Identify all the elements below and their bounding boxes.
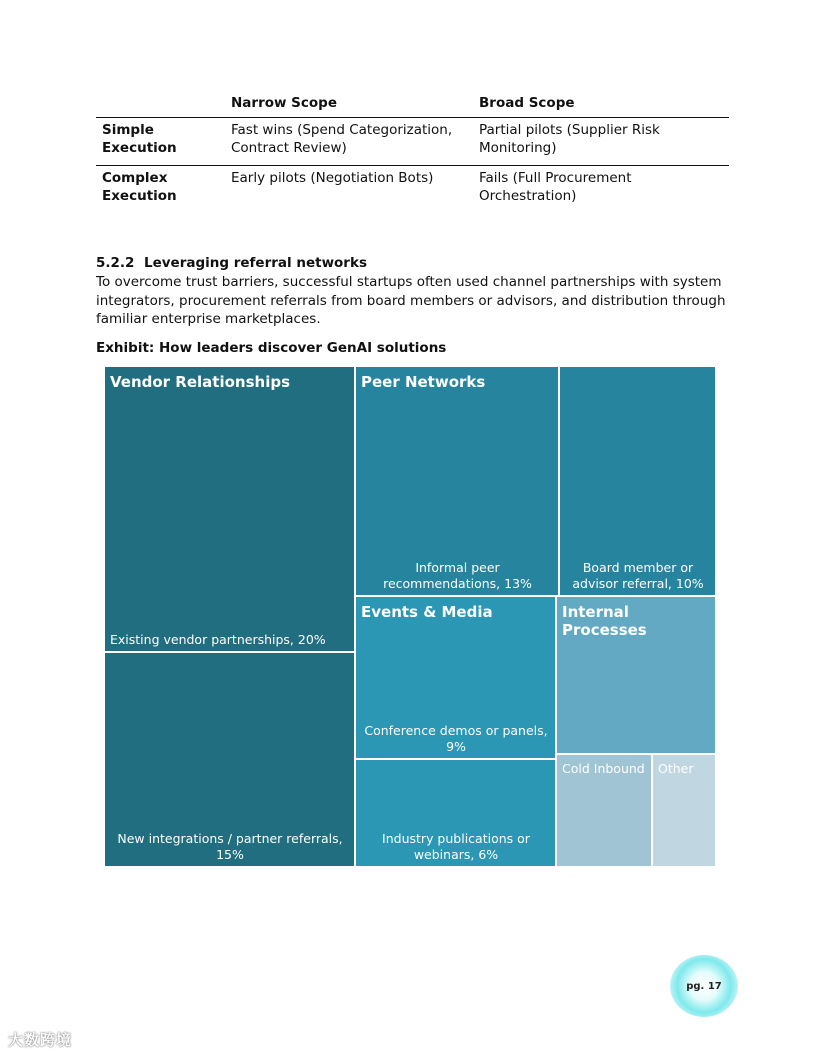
matrix-row-simple	[96, 118, 729, 166]
cell-complex-broad: Fails (Full Procurement Orchestration)	[473, 166, 729, 214]
section-body-paragraph: To overcome trust barriers, successful startups often used channel partnerships with system integrators, procurement referrals from board members or advisors, and distribution through familiar enterprise marketplaces.	[96, 274, 726, 327]
broad-scope-header: Broad Scope	[479, 95, 575, 111]
tile-other	[652, 754, 716, 867]
narrow-scope-header: Narrow Scope	[231, 95, 337, 111]
tile-new-integrations-partner-referrals	[104, 652, 355, 867]
group-label-events-media: Events & Media	[361, 603, 493, 621]
leaf-label-cold-inbound: Cold Inbound	[562, 761, 645, 776]
scope-matrix-table	[96, 94, 729, 213]
matrix-header-row	[96, 94, 729, 118]
row-label-simple-execution: Simple Execution	[96, 118, 225, 166]
leaf-label-informal-peer: Informal peer recommendations, 13%	[383, 560, 532, 591]
page-number: pg. 17	[686, 980, 722, 992]
section-heading	[96, 255, 367, 271]
leaf-label-board-member: Board member or advisor referral, 10%	[572, 560, 704, 591]
exhibit-title: Exhibit: How leaders discover GenAI solutions	[96, 340, 447, 356]
tile-industry-publications	[355, 759, 556, 867]
tile-board-member-referral	[559, 366, 716, 596]
tile-internal-processes	[556, 596, 716, 754]
row-label-complex-execution: Complex Execution	[96, 166, 225, 214]
matrix-corner-cell	[96, 94, 225, 118]
leaf-label-other: Other	[658, 761, 694, 776]
group-label-peer-networks: Peer Networks	[361, 373, 486, 391]
tile-cold-inbound	[556, 754, 652, 867]
leaf-label-industry-publications: Industry publications or webinars, 6%	[382, 831, 530, 862]
cell-simple-narrow: Fast wins (Spend Categorization, Contract Review)	[225, 118, 473, 166]
tile-existing-vendor-partnerships	[104, 366, 355, 652]
cell-complex-narrow: Early pilots (Negotiation Bots)	[225, 166, 473, 214]
section-number: 5.2.2	[96, 255, 135, 271]
section-title: Leveraging referral networks	[144, 255, 367, 271]
group-label-internal-processes: Internal Processes	[562, 603, 647, 639]
watermark-logo: 大数跨境	[8, 1031, 73, 1049]
leaf-label-existing-vendor-partnerships: Existing vendor partnerships, 20%	[110, 632, 326, 647]
leaf-label-conference-demos: Conference demos or panels, 9%	[364, 723, 548, 754]
leaf-label-new-integrations: New integrations / partner referrals, 15%	[117, 831, 343, 862]
tile-conference-demos	[355, 596, 556, 759]
group-label-vendor-relationships: Vendor Relationships	[110, 373, 290, 391]
matrix-row-complex	[96, 166, 729, 214]
page-number-badge	[670, 955, 738, 1017]
tile-informal-peer-recommendations	[355, 366, 559, 596]
cell-simple-broad: Partial pilots (Supplier Risk Monitoring)	[473, 118, 729, 166]
